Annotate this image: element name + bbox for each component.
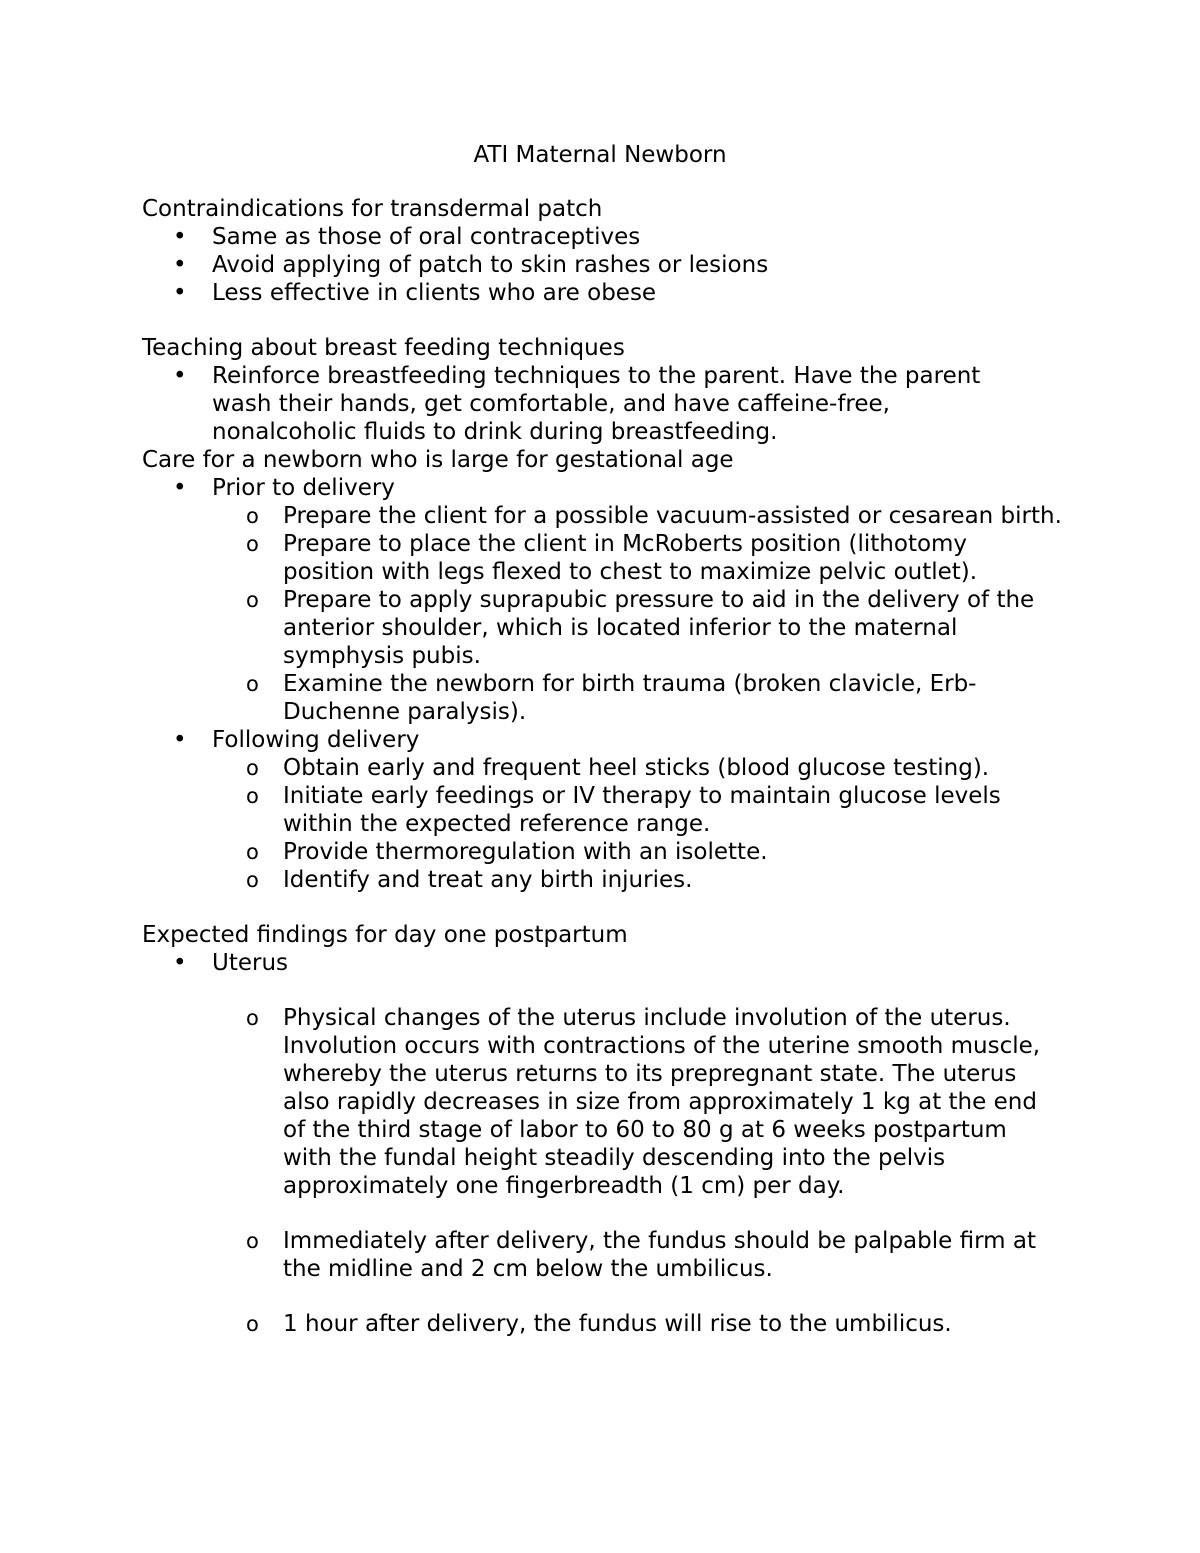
- list-item: • Prior to delivery o Prepare the client for a possible vacuum-assisted or cesarean birth. o Prepare to place the client in McRoberts position (lithotomy position with legs flexed to chest to maximize pelvic outlet). o Prepare to apply suprapubic pressure to aid in the delivery of the anterior shoulder, which is located inferior to the maternal symphysis pubis. o Examine the newborn for birth trauma (broken clavicle, Erb-Duchenne paralysis).: [142, 474, 1062, 726]
- sub-bullet-icon: o: [246, 756, 259, 780]
- transdermal-list: [142, 223, 1062, 307]
- list-item: o Prepare to apply suprapubic pressure to aid in the delivery of the anterior shoulder, which is located inferior to the maternal symphysis pubis.: [246, 587, 1035, 669]
- section-heading-lga: Care for a newborn who is large for gestational age: [142, 447, 734, 473]
- sub-bullet-icon: o: [246, 532, 259, 556]
- lga-list: [142, 474, 1062, 894]
- list-item: o Identify and treat any birth injuries.: [246, 867, 693, 893]
- breastfeeding-list: [142, 362, 1062, 446]
- list-item: • Reinforce breastfeeding techniques to the parent. Have the parent wash their hands, get comfortable, and have caffeine-free, nonalcoholic fluids to drink during breastfeeding.: [173, 363, 981, 445]
- list-item: o Obtain early and frequent heel sticks (blood glucose testing).: [246, 755, 990, 781]
- prior-delivery-list: [142, 502, 1062, 726]
- bullet-icon: •: [173, 363, 187, 389]
- list-item: • Same as those of oral contraceptives: [173, 224, 641, 250]
- list-item: o Provide thermoregulation with an isolette.: [246, 839, 768, 865]
- uterus-list: [142, 1004, 1062, 1338]
- list-item: • Avoid applying of patch to skin rashes or lesions: [173, 252, 769, 278]
- list-item: o 1 hour after delivery, the fundus will rise to the umbilicus.: [246, 1311, 952, 1337]
- sub-bullet-icon: o: [246, 840, 259, 864]
- section-heading-postpartum: Expected findings for day one postpartum: [142, 922, 628, 948]
- list-item: o Prepare to place the client in McRoberts position (lithotomy position with legs flexed to chest to maximize pelvic outlet).: [246, 531, 978, 585]
- list-item: o Examine the newborn for birth trauma (broken clavicle, Erb-Duchenne paralysis).: [246, 671, 977, 725]
- bullet-icon: •: [173, 727, 187, 753]
- sub-bullet-icon: o: [246, 672, 259, 696]
- section-heading-transdermal: Contraindications for transdermal patch: [142, 196, 603, 222]
- postpartum-list: [142, 949, 1062, 1338]
- list-item: o Initiate early feedings or IV therapy to maintain glucose levels within the expected reference range.: [246, 783, 1001, 837]
- sub-bullet-icon: o: [246, 1229, 259, 1253]
- sub-bullet-icon: o: [246, 588, 259, 612]
- bullet-icon: •: [173, 224, 187, 250]
- bullet-icon: •: [173, 252, 187, 278]
- list-item: o Physical changes of the uterus include involution of the uterus. Involution occurs with contractions of the uterine smooth muscle, whereby the uterus returns to its prepregnant state. The uterus also rapidly decreases in size from approximately 1 kg at the end of the third stage of labor to 60 to 80 g at 6 weeks postpartum with the fundal height steadily descending into the pelvis approximately one fingerbreadth (1 cm) per day.: [246, 1005, 1041, 1199]
- sub-bullet-icon: o: [246, 1006, 259, 1030]
- list-item: • Following delivery o Obtain early and frequent heel sticks (blood glucose testing). o Initiate early feedings or IV therapy to maintain glucose levels within the expected reference range. o Provide thermoregulation with an isolette. o Identify and treat any birth injuries.: [142, 726, 1062, 894]
- document-title: ATI Maternal Newborn: [473, 142, 727, 168]
- sub-bullet-icon: o: [246, 1312, 259, 1336]
- bullet-icon: •: [173, 950, 187, 976]
- sub-bullet-icon: o: [246, 504, 259, 528]
- list-item: o Immediately after delivery, the fundus should be palpable firm at the midline and 2 cm below the umbilicus.: [246, 1228, 1036, 1282]
- list-item: o Prepare the client for a possible vacuum-assisted or cesarean birth.: [246, 503, 1062, 529]
- list-item: • Less effective in clients who are obese: [173, 280, 657, 306]
- bullet-icon: •: [173, 280, 187, 306]
- list-item: • Uterus o Physical changes of the uterus include involution of the uterus. Involution occurs with contractions of the uterine smooth muscle, whereby the uterus returns to its prepregnant state. The uterus also rapidly decreases in size from approximately 1 kg at the end of the third stage of labor to 60 to 80 g at 6 weeks postpartum with the fundal height steadily descending into the pelvis approximately one fingerbreadth (1 cm) per day. o Immediately after delivery, the fundus should be palpable firm at the midline and 2 cm below the umbilicus. o 1 hour after delivery, the fundus will rise to the umbilicus.: [142, 949, 1062, 1338]
- document-body: [142, 195, 1062, 1338]
- bullet-icon: •: [173, 475, 187, 501]
- following-delivery-list: [142, 754, 1062, 894]
- section-heading-breastfeeding: Teaching about breast feeding techniques: [142, 335, 625, 361]
- sub-bullet-icon: o: [246, 784, 259, 808]
- sub-bullet-icon: o: [246, 868, 259, 892]
